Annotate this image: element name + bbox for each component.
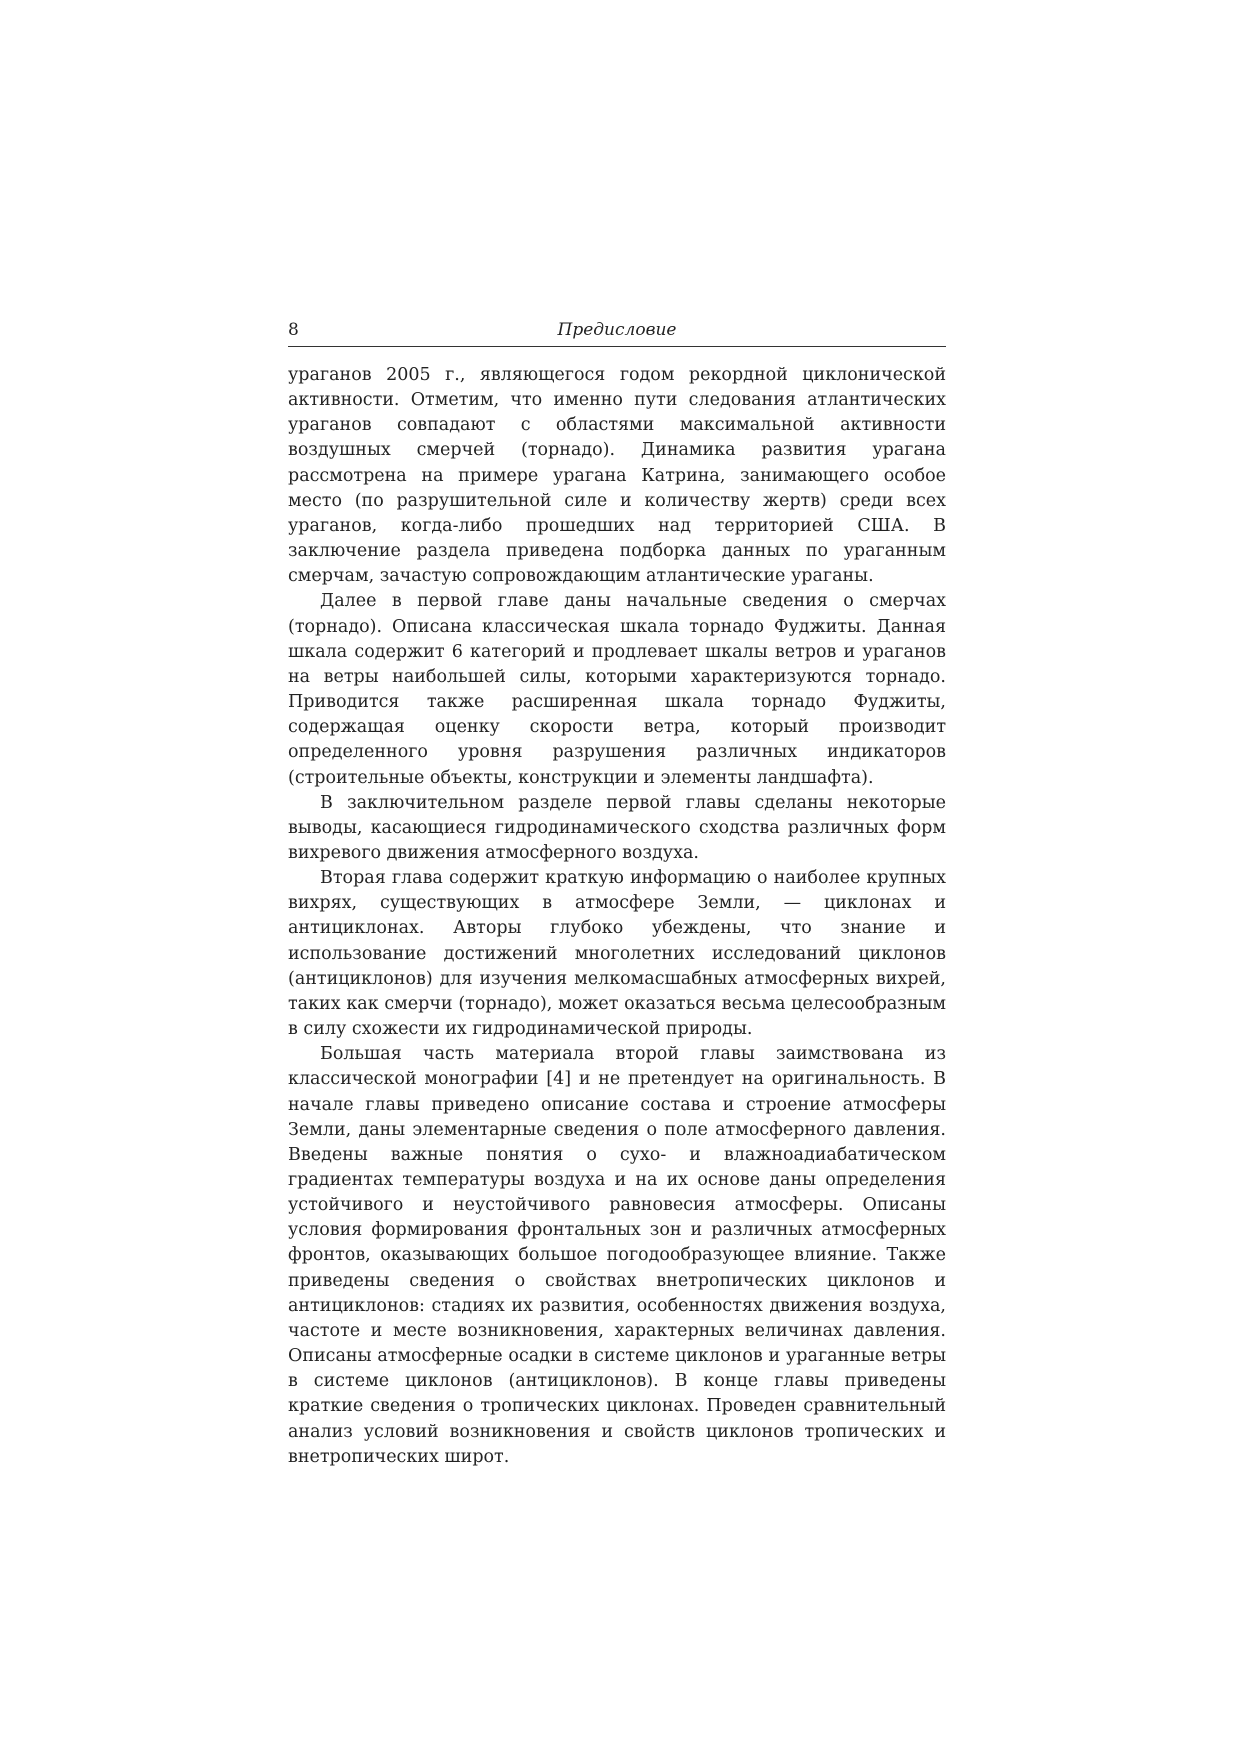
paragraph: ураганов 2005 г., являющегося годом рекордной циклонической активности. Отметим, что именно пути следования атлантических ураганов совпадают с областями максимальной активности воздушных смерчей (торнадо). Динамика развития урагана рассмотрена на примере урагана Катрина, занимающего особое место (по разрушительной силе и количеству жертв) среди всех ураганов, когда-либо прошедших над территорией США. В заключение раздела приведена подборка данных по ураганным смерчам, зачастую сопровождающим атлантические ураганы.	[288, 365, 946, 587]
book-page	[288, 318, 946, 1470]
paragraph: Далее в первой главе даны начальные сведения о смерчах (торнадо). Описана классическая шкала торнадо Фуджиты. Данная шкала содержит 6 категорий и продлевает шкалы ветров и ураганов на ветры наибольшей силы, которыми характеризуются торнадо. Приводится также расширенная шкала торнадо Фуджиты, содержащая оценку скорости ветра, который производит определенного уровня разрушения различных индикаторов (строительные объекты, конструкции и элементы ландшафта).	[288, 591, 946, 788]
paragraph: В заключительном разделе первой главы сделаны некоторые выводы, касающиеся гидродинамического сходства различных форм вихревого движения атмосферного воздуха.	[288, 792, 946, 863]
page-number: 8	[288, 320, 299, 340]
running-head	[288, 318, 946, 347]
paragraph: Вторая глава содержит краткую информацию о наиболее крупных вихрях, существующих в атмосфере Земли, — циклонах и антициклонах. Авторы глубоко убеждены, что знание и использование достижений многолетних исследований циклонов (антициклонов) для изучения мелкомасшабных атмосферных вихрей, таких как смерчи (торнадо), может оказаться весьма целесообразным в силу схожести их гидродинамической природы.	[288, 868, 946, 1040]
paragraph: Большая часть материала второй главы заимствована из классической монографии [4] и не претендует на оригинальность. В начале главы приведено описание состава и строение атмосферы Земли, даны элементарные сведения о поле атмосферного давления. Введены важные понятия о сухо- и влажноадиабатическом градиентах температуры воздуха и на их основе даны определения устойчивого и неустойчивого равновесия атмосферы. Описаны условия формирования фронтальных зон и различных атмосферных фронтов, оказывающих большое погодообразующее влияние. Также приведены сведения о свойствах внетропических циклонов и антициклонов: стадиях их развития, особенностях движения воздуха, частоте и месте возникновения, характерных величинах давления. Описаны атмосферные осадки в системе циклонов и ураганные ветры в системе циклонов (антициклонов). В конце главы приведены краткие сведения о тропических циклонах. Проведен сравнительный анализ условий возникновения и свойств циклонов тропических и внетропических широт.	[288, 1044, 946, 1467]
running-head-title: Предисловие	[557, 320, 677, 340]
body-text	[288, 363, 946, 1470]
